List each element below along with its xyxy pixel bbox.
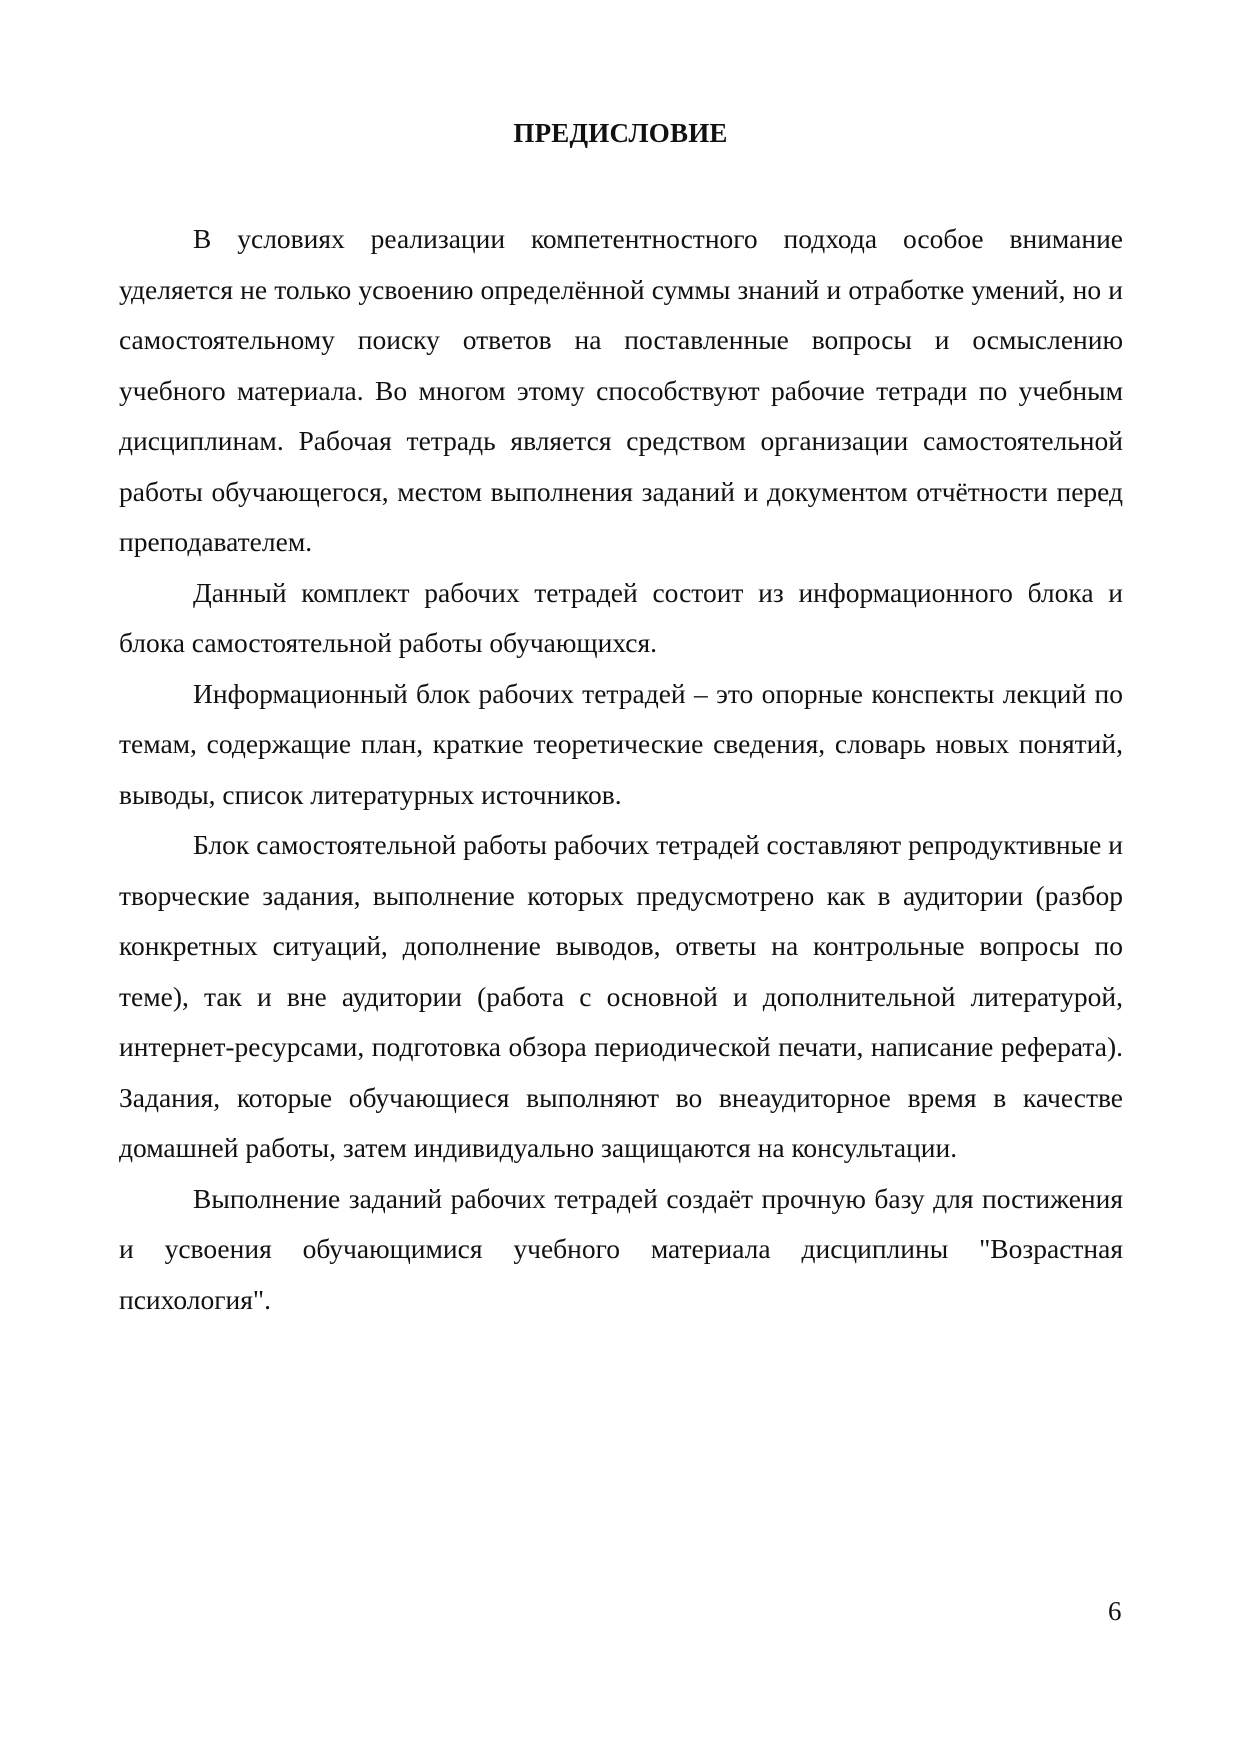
paragraph-2: Данный комплект рабочих тетрадей состоит из информационного блока и блока самостоятельной работы обучающихся. bbox=[119, 576, 1123, 658]
paragraph-3: Информационный блок рабочих тетрадей – это опорные конспекты лекций по темам, содержащие план, краткие теоретические сведения, словарь новых понятий, выводы, список литературных источников. bbox=[119, 677, 1123, 810]
paragraph-1: В условиях реализации компетентностного подхода особое внимание уделяется не только усвоению определённой суммы знаний и отработке умений, но и самостоятельному поиску ответов на поставленные вопросы и осмыслению учебного материала. Во многом этому способствуют рабочие тетради по учебным дисциплинам. Рабочая тетрадь является средством организации самостоятельной работы обучающегося, местом выполнения заданий и документом отчётности перед преподавателем. bbox=[119, 223, 1123, 557]
page-title: ПРЕДИСЛОВИЕ bbox=[513, 118, 728, 148]
paragraph-5: Выполнение заданий рабочих тетрадей создаёт прочную базу для постижения и усвоения обучающимися учебного материала дисциплины "Возрастная психология". bbox=[119, 1182, 1123, 1315]
paragraph-4: Блок самостоятельной работы рабочих тетрадей составляют репродуктивные и творческие задания, выполнение которых предусмотрено как в аудитории (разбор конкретных ситуаций, дополнение выводов, ответы на контрольные вопросы по теме), так и вне аудитории (работа с основной и дополнительной литературой, интернет-ресурсами, подготовка обзора периодической печати, написание реферата). Задания, которые обучающиеся выполняют во внеаудиторное время в качестве домашней работы, затем индивидуально защищаются на консультации. bbox=[119, 829, 1123, 1163]
page-number: 6 bbox=[1108, 1596, 1122, 1626]
body-text bbox=[119, 214, 1123, 1325]
